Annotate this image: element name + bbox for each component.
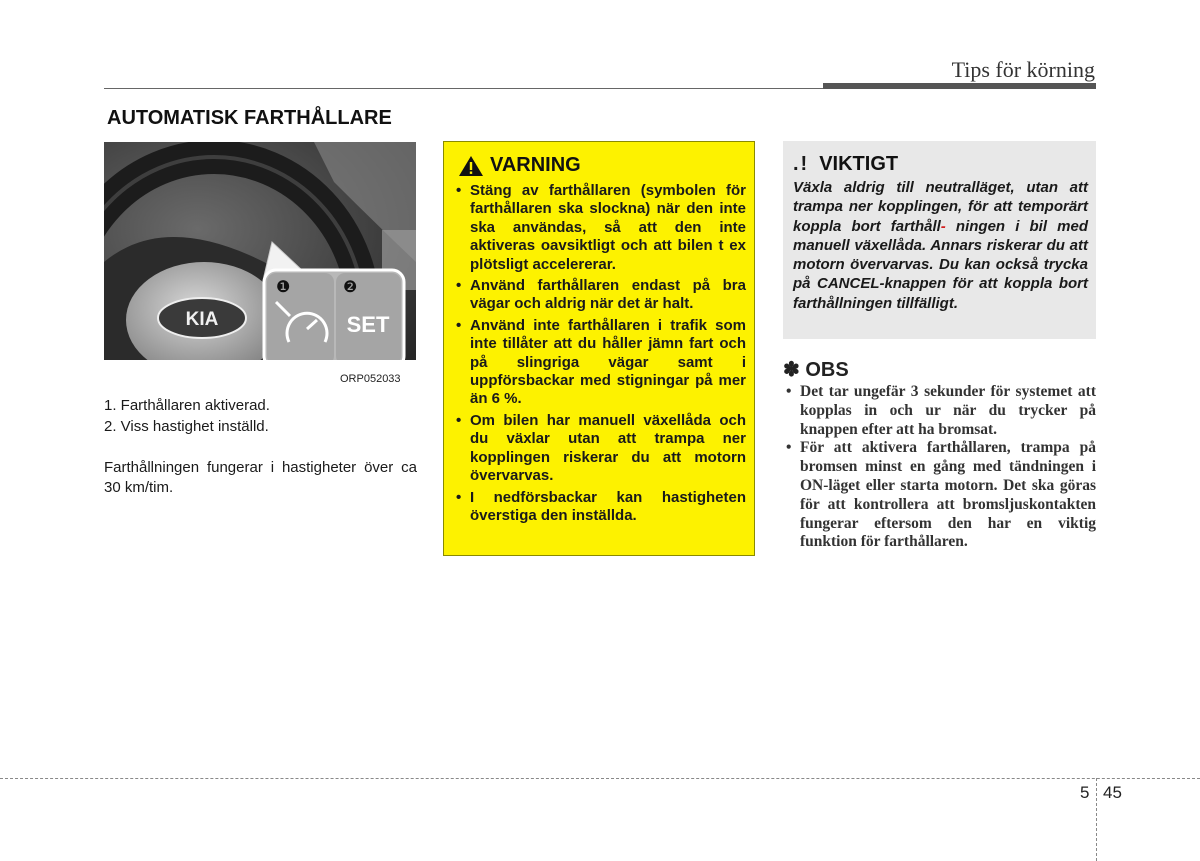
list-item: 1. Farthållaren aktiverad. [104, 397, 270, 414]
exclamation-icon: .! [793, 153, 810, 175]
chapter-number: 5 [1080, 783, 1090, 802]
header-title: Tips för körning [951, 57, 1095, 82]
warning-item: • I nedförsbackar kan hastigheten överstiga den inställda. [454, 489, 746, 526]
numbered-list [104, 395, 419, 437]
warning-title: VARNING [490, 154, 581, 176]
footer-divider [1096, 778, 1097, 861]
warning-box [443, 141, 755, 556]
warning-header [458, 154, 581, 177]
important-text-part-1: Växla aldrig till neutralläget, utan att trampa ner kopplingen, för att temporärt koppla bort farthåll [793, 179, 1088, 235]
footer-rule [0, 778, 1200, 779]
figure-caption: ORP052033 [340, 373, 401, 385]
steering-wheel-photo [104, 142, 416, 360]
warning-triangle-icon [458, 155, 484, 177]
obs-list [783, 383, 1096, 552]
warning-item: • Använd inte farthållaren i trafik som inte tillåter att du håller jämn fart och på slingriga vägar samt i uppförsbackar med stigningar på mer än 6 %. [454, 317, 746, 409]
warning-list [454, 182, 746, 528]
obs-item: • Det tar ungefär 3 sekunder för systemet att kopplas in och ur när du trycker på knappen efter att ha bromsat. [783, 383, 1096, 439]
important-header [793, 153, 898, 176]
warning-item: • Om bilen har manuell växellåda och du växlar utan att trampa ner kopplingen riskerar du att motorn övervarvas. [454, 412, 746, 486]
set-label: SET [346, 312, 390, 337]
important-text [793, 178, 1088, 313]
body-paragraph: Farthållningen fungerar i hastigheter över ca 30 km/tim. [104, 459, 417, 496]
kia-logo-text: KIA [185, 309, 219, 330]
section-title: AUTOMATISK FARTHÅLLARE [107, 107, 392, 129]
obs-item: • För att aktivera farthållaren, trampa på bromsen minst en gång med tändningen i ON-läget eller starta motorn. Det ska göras för att kontrollera att bromsljuskontakten fungerar eftersom den har en viktig funktion för farthållaren. [783, 439, 1096, 552]
list-item: 2. Viss hastighet inställd. [104, 418, 269, 435]
important-box [783, 141, 1096, 339]
warning-item: • Använd farthållaren endast på bra vägar och aldrig när det är halt. [454, 277, 746, 314]
important-text-part-2: ningen i bil med manuell växellåda. Annars riskerar du att motorn övervarvas. Du kan också trycka på CANCEL-knappen för att koppla bort farthållningen tillfälligt. [793, 217, 1088, 312]
hyphen-mark: - [940, 217, 946, 235]
header-rule-accent [823, 83, 1096, 89]
badge-1: ❶ [276, 277, 291, 296]
steering-wheel-illustration [104, 142, 416, 360]
page-number: 45 [1103, 783, 1122, 802]
important-title: VIKTIGT [819, 153, 899, 175]
obs-title: ✽ OBS [783, 359, 849, 381]
badge-2: ❷ [343, 277, 358, 296]
warning-item: • Stäng av farthållaren (symbolen för farthållaren ska slockna) när den inte ska användas, så att den inte aktiveras oavsiktligt och att bilen t ex plötsligt accelererar. [454, 182, 746, 274]
